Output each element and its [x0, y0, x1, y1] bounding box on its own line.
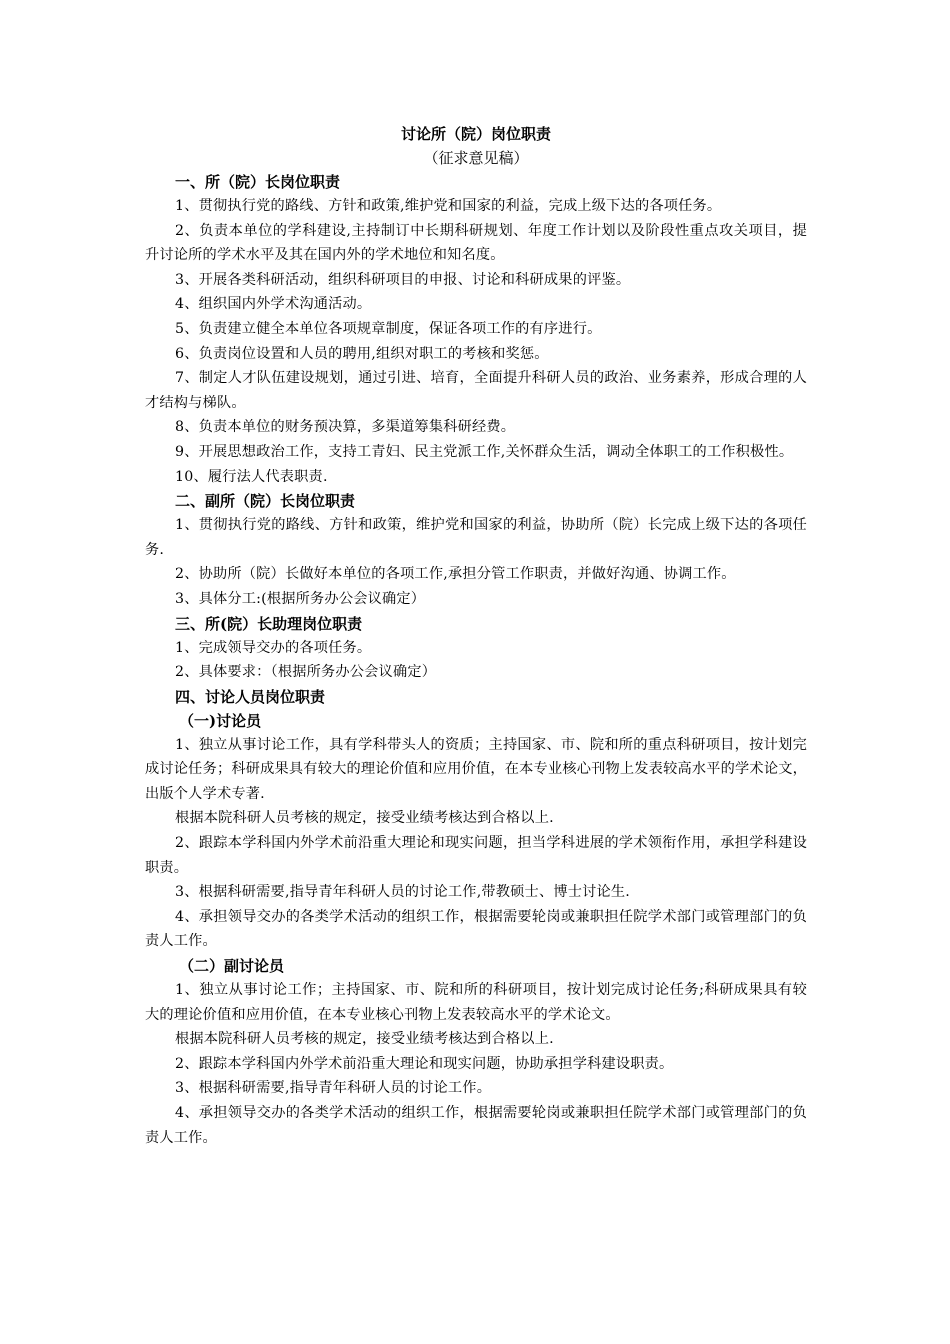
paragraph: 5、负责建立健全本单位各项规章制度，保证各项工作的有序进行。 [175, 320, 602, 337]
section-heading-3: 三、所(院）长助理岗位职责 [175, 614, 363, 633]
section-heading-4: 四、讨论人员岗位职责 [175, 687, 326, 706]
paragraph: 1、完成领导交办的各项任务。 [175, 639, 372, 656]
paragraph: 1、独立从事讨论工作，具有学科带头人的资质；主持国家、市、院和所的重点科研项目，按计划完成讨论任务；科研成果具有较大的理论价值和应用价值，在本专业核心刊物上发表较高水平的学术论文，出版个人学术专著. [145, 736, 807, 802]
subsection-heading-researcher: （一)讨论员 [179, 711, 262, 730]
paragraph: 1、贯彻执行党的路线、方针和政策,维护党和国家的利益，完成上级下达的各项任务。 [175, 198, 722, 214]
paragraph: 2、负责本单位的学科建设,主持制订中长期科研规划、年度工作计划以及阶段性重点攻关项目，提升讨论所的学术水平及其在国内外的学术地位和知名度。 [145, 222, 807, 264]
paragraph: 6、负责岗位设置和人员的聘用,组织对职工的考核和奖惩。 [175, 345, 549, 362]
paragraph: 1、独立从事讨论工作；主持国家、市、院和所的科研项目，按计划完成讨论任务;科研成果具有较大的理论价值和应用价值，在本专业核心刊物上发表较高水平的学术论文。 [145, 982, 807, 1023]
paragraph: 2、跟踪本学科国内外学术前沿重大理论和现实问题，协助承担学科建设职责。 [175, 1055, 674, 1072]
paragraph: 4、承担领导交办的各类学术活动的组织工作，根据需要轮岗或兼职担任院学术部门或管理部门的负责人工作。 [145, 908, 807, 950]
paragraph: 3、具体分工:(根据所务办公会议确定） [175, 590, 426, 607]
paragraph: 7、制定人才队伍建设规划，通过引进、培育，全面提升科研人员的政治、业务素养，形成合理的人才结构与梯队。 [145, 370, 807, 411]
paragraph: 9、开展思想政治工作，支持工青妇、民主党派工作,关怀群众生活，调动全体职工的工作积极性。 [175, 443, 794, 460]
document-page [145, 122, 807, 1150]
paragraph: 根据本院科研人员考核的规定，接受业绩考核达到合格以上. [175, 1031, 554, 1048]
paragraph: 4、承担领导交办的各类学术活动的组织工作，根据需要轮岗或兼职担任院学术部门或管理部门的负责人工作。 [145, 1105, 807, 1146]
paragraph: 3、开展各类科研活动，组织科研项目的申报、讨论和科研成果的评鉴。 [175, 271, 631, 288]
paragraph: 3、根据科研需要,指导青年科研人员的讨论工作。 [175, 1080, 492, 1097]
document-title: 讨论所（院）岗位职责 [400, 125, 551, 143]
paragraph: 2、跟踪本学科国内外学术前沿重大理论和现实问题，担当学科进展的学术领衔作用，承担学科建设职责。 [145, 835, 807, 876]
paragraph: 2、具体要求：（根据所务办公会议确定） [175, 664, 437, 681]
paragraph: 8、负责本单位的财务预决算，多渠道筹集科研经费。 [175, 419, 516, 436]
section-heading-2: 二、副所（院）长岗位职责 [175, 492, 356, 511]
subsection-heading-associate-researcher: （二）副讨论员 [179, 957, 285, 976]
paragraph: 根据本院科研人员考核的规定，接受业绩考核达到合格以上. [175, 810, 554, 827]
paragraph: 2、协助所（院）长做好本单位的各项工作,承担分管工作职责，并做好沟通、协调工作。 [175, 566, 736, 583]
section-heading-1: 一、所（院）长岗位职责 [175, 173, 341, 191]
paragraph: 4、组织国内外学术沟通活动。 [175, 296, 372, 313]
paragraph: 1、贯彻执行党的路线、方针和政策，维护党和国家的利益，协助所（院）长完成上级下达的各项任务. [145, 517, 807, 558]
paragraph: 3、根据科研需要,指导青年科研人员的讨论工作,带教硕士、博士讨论生. [175, 884, 630, 901]
paragraph: 10、履行法人代表职责. [175, 468, 328, 485]
document-subtitle: （征求意见稿） [423, 149, 529, 167]
